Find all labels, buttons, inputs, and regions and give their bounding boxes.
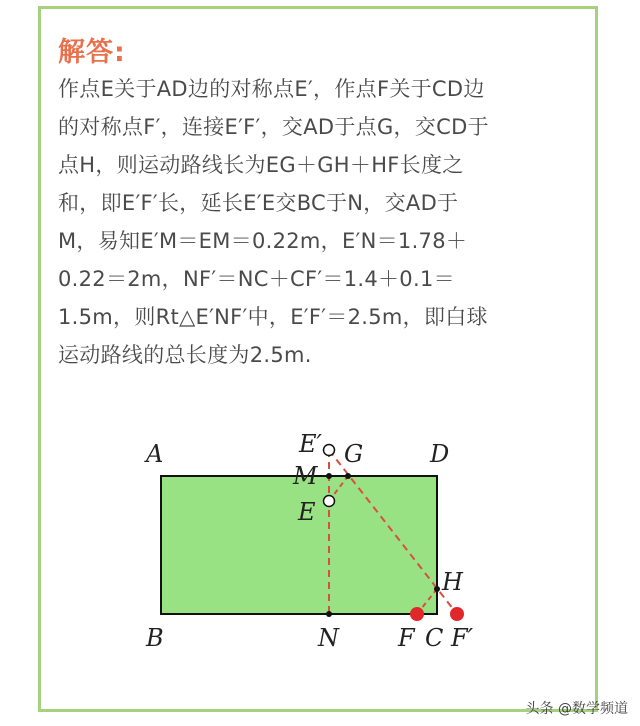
label-g: G <box>344 440 364 468</box>
ball-f <box>410 607 424 621</box>
label-e: E <box>298 498 316 526</box>
solution-line: 运动路线的总长度为2.5m. <box>58 343 312 367</box>
solution-line: 0.22＝2m，NF′＝NC＋CF′＝1.4＋0.1＝ <box>58 267 455 291</box>
solution-line: M，易知E′M＝EM＝0.22m，E′N＝1.78＋ <box>58 229 468 253</box>
point-g <box>345 473 351 479</box>
label-e-prime: E′ <box>299 430 322 458</box>
point-m <box>326 473 332 479</box>
solution-line: 的对称点F′，连接E′F′，交AD于点G，交CD于 <box>58 115 489 139</box>
label-f-prime: F′ <box>451 624 474 652</box>
label-d: D <box>430 440 450 468</box>
table-rectangle <box>161 476 437 614</box>
point-n <box>326 611 332 617</box>
point-h <box>434 586 440 592</box>
ball-f-prime <box>450 607 464 621</box>
solution-heading: 解答: <box>58 37 126 68</box>
label-a: A <box>146 440 164 468</box>
label-n: N <box>318 624 339 652</box>
solution-line: 1.5m，则Rt△E′NF′中，E′F′＝2.5m，即白球 <box>58 305 488 329</box>
label-h: H <box>442 568 463 596</box>
label-c: C <box>425 624 444 652</box>
billiard-diagram <box>130 420 510 660</box>
solution-line: 和，即E′F′长，延长E′E交BC于N，交AD于 <box>58 191 459 215</box>
label-m: M <box>293 462 318 490</box>
solution-text <box>58 70 586 374</box>
solution-line: 作点E关于AD边的对称点E′，作点F关于CD边 <box>58 77 485 101</box>
watermark: 头条 @数学频道 <box>525 701 628 717</box>
label-b: B <box>146 624 164 652</box>
label-f: F <box>398 624 415 652</box>
point-e <box>324 496 335 507</box>
solution-line: 点H，则运动路线长为EG＋GH＋HF长度之 <box>58 153 464 177</box>
point-e-prime <box>324 445 335 456</box>
